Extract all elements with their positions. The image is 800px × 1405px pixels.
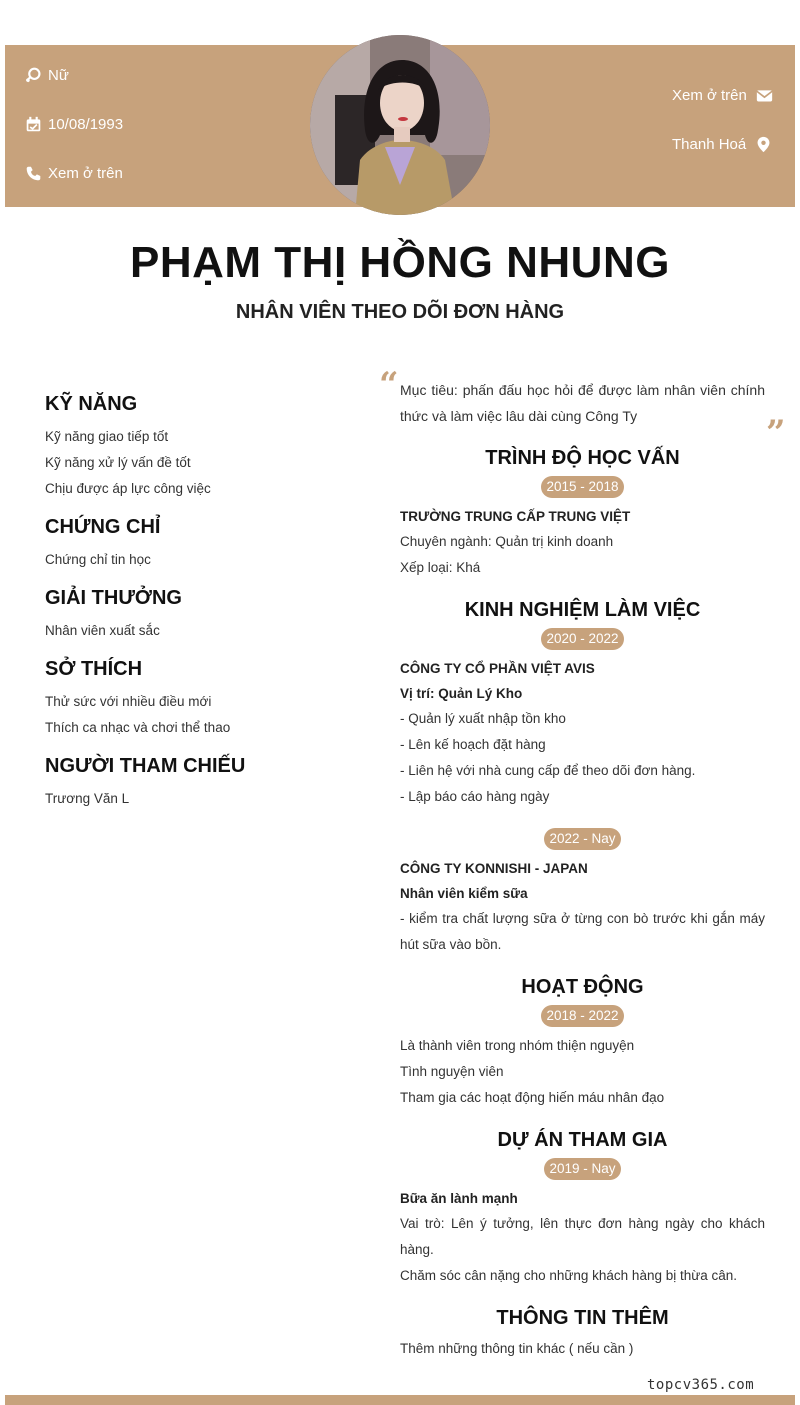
company-name: CÔNG TY CỔ PHẦN VIỆT AVIS [400,661,595,676]
list-item: Thích ca nhạc và chơi thể thao [45,720,231,735]
hobbies-section [45,658,345,741]
location-pin-icon [755,136,772,153]
list-item: Là thành viên trong nhóm thiện nguyện [400,1038,635,1053]
left-column [45,393,345,826]
date-badge: 2020 - 2022 [541,628,623,650]
phone-text: Xem ở trên [48,165,123,182]
birthday-row [25,116,123,133]
experience-heading: KINH NGHIỆM LÀM VIỆC [464,599,701,621]
avatar-photo [310,35,490,215]
career-objective: Mục tiêu: phấn đấu học hỏi để được làm nhân viên chính thức và làm việc lâu dài cùng Công Ty [400,382,765,424]
date-badge: 2018 - 2022 [541,1005,623,1027]
gender-row [25,67,69,84]
skills-section [45,393,345,502]
list-item: Chăm sóc cân nặng cho những khách hàng bị thừa cân. [400,1268,738,1283]
footer-band [5,1395,795,1405]
education-heading: TRÌNH ĐỘ HỌC VẤN [485,447,680,469]
awards-heading: GIẢI THƯỞNG [45,587,182,609]
list-item: Tham gia các hoạt động hiến máu nhân đạo [400,1090,665,1105]
list-item: Chuyên ngành: Quản trị kinh doanh [400,534,614,549]
candidate-name: PHẠM THỊ HỒNG NHUNG [130,238,670,287]
list-item: - Liên hệ với nhà cung cấp để theo dõi đơn hàng. [400,763,696,778]
job-role: Nhân viên kiểm sữa [400,886,528,901]
list-item: Xếp loại: Khá [400,560,481,575]
date-badge: 2022 - Nay [544,828,620,850]
additional-info-text: Thêm những thông tin khác ( nếu cần ) [400,1341,634,1356]
right-column [400,377,765,1362]
phone-row [25,165,123,182]
close-quote-icon: ” [766,413,786,453]
list-item: Chịu được áp lực công việc [45,481,211,496]
list-item: - Quản lý xuất nhập tồn kho [400,711,566,726]
list-item: - kiểm tra chất lượng sữa ở từng con bò trước khi gắn máy hút sữa vào bồn. [400,911,765,952]
activities-heading: HOẠT ĐỘNG [521,976,644,998]
list-item: Thử sức với nhiều điều mới [45,694,212,709]
additional-info-heading: THÔNG TIN THÊM [496,1307,669,1329]
birthday-text: 10/08/1993 [48,116,124,133]
skills-heading: KỸ NĂNG [45,393,138,415]
email-row [672,87,773,104]
list-item: - Lập báo cáo hàng ngày [400,789,550,804]
address-row [672,136,772,153]
gender-icon [25,67,42,84]
list-item: - Lên kế hoạch đặt hàng [400,737,546,752]
company-name: CÔNG TY KONNISHI - JAPAN [400,861,588,876]
list-item: Trương Văn L [45,791,130,806]
awards-section [45,587,345,644]
gender-text: Nữ [48,67,69,84]
list-item: Kỹ năng xử lý vấn đề tốt [45,455,191,470]
list-item: Vai trò: Lên ý tưởng, lên thực đơn hàng ngày cho khách hàng. [400,1216,765,1257]
portrait-illustration [310,35,490,215]
list-item: Kỹ năng giao tiếp tốt [45,429,169,444]
certificates-heading: CHỨNG CHỈ [45,516,161,538]
envelope-icon [756,87,773,104]
list-item: Nhân viên xuất sắc [45,623,160,638]
phone-icon [25,165,42,182]
projects-heading: DỰ ÁN THAM GIA [497,1129,668,1151]
references-heading: NGƯỜI THAM CHIẾU [45,755,246,777]
project-name: Bữa ăn lành mạnh [400,1191,518,1206]
list-item: Chứng chỉ tin học [45,552,151,567]
open-quote-icon: “ [379,365,399,405]
date-badge: 2015 - 2018 [541,476,623,498]
site-watermark: topcv365.com [647,1377,755,1393]
calendar-icon [25,116,42,133]
list-item: Tình nguyện viên [400,1064,504,1079]
certificates-section [45,516,345,573]
references-section [45,755,345,812]
address-text: Thanh Hoá [672,136,747,153]
candidate-position: NHÂN VIÊN THEO DÕI ĐƠN HÀNG [235,301,565,323]
date-badge: 2019 - Nay [544,1158,620,1180]
email-text: Xem ở trên [672,87,747,104]
school-name: TRƯỜNG TRUNG CẤP TRUNG VIỆT [400,509,631,524]
job-role: Vị trí: Quản Lý Kho [400,686,523,701]
hobbies-heading: SỞ THÍCH [45,658,143,680]
